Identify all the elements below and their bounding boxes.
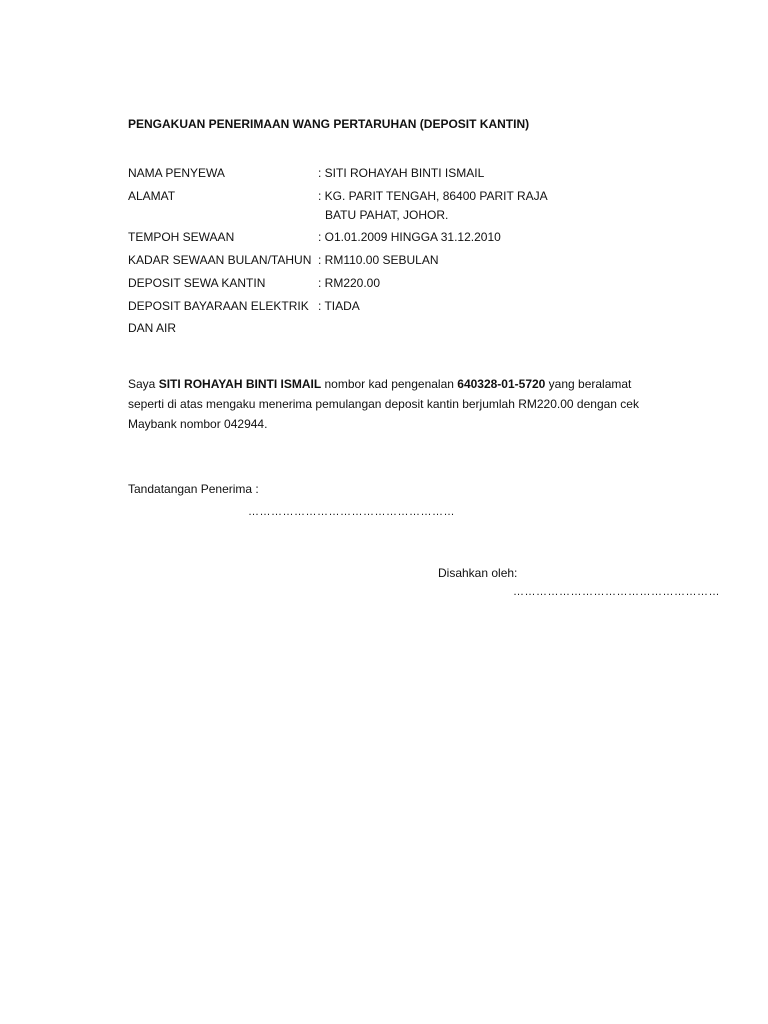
signature-line: ………………………………………………	[248, 506, 455, 518]
field-label-nama-penyewa: NAMA PENYEWA	[128, 166, 225, 180]
field-value-deposit-sewa: : RM220.00	[318, 276, 381, 290]
field-label-kadar-sewaan: KADAR SEWAAN BULAN/TAHUN	[128, 253, 312, 267]
acknowledgement-paragraph	[128, 374, 658, 434]
para-suffix: yang beralamat seperti di atas mengaku menerima pemulangan deposit kantin berjumlah RM220.00 dengan cek Maybank nombor 042944.	[128, 377, 639, 431]
field-label-deposit-elektrik-line2: DAN AIR	[128, 321, 177, 335]
field-value-alamat-line2: BATU PAHAT, JOHOR.	[325, 208, 449, 222]
verification-label: Disahkan oleh:	[438, 566, 518, 580]
field-label-alamat: ALAMAT	[128, 189, 176, 203]
field-value-alamat: : KG. PARIT TENGAH, 86400 PARIT RAJA	[318, 189, 548, 203]
field-value-tempoh-sewaan: : O1.01.2009 HINGGA 31.12.2010	[318, 230, 501, 244]
document-title: PENGAKUAN PENERIMAAN WANG PERTARUHAN (DEPOSIT KANTIN)	[128, 117, 530, 131]
para-prefix: Saya	[128, 377, 159, 391]
field-value-nama-penyewa: : SITI ROHAYAH BINTI ISMAIL	[318, 166, 485, 180]
para-name: SITI ROHAYAH BINTI ISMAIL	[158, 377, 322, 391]
verification-line: ………………………………………………	[513, 586, 720, 598]
field-value-kadar-sewaan: : RM110.00 SEBULAN	[318, 253, 439, 267]
field-value-deposit-elektrik: : TIADA	[318, 299, 360, 313]
signature-label: Tandatangan Penerima :	[128, 482, 259, 496]
para-ic-number: 640328-01-5720	[457, 377, 546, 391]
para-middle: nombor kad pengenalan	[321, 377, 458, 391]
field-label-deposit-sewa: DEPOSIT SEWA KANTIN	[128, 276, 266, 290]
field-label-deposit-elektrik: DEPOSIT BAYARAAN ELEKTRIK	[128, 299, 309, 313]
field-label-tempoh-sewaan: TEMPOH SEWAAN	[128, 230, 235, 244]
